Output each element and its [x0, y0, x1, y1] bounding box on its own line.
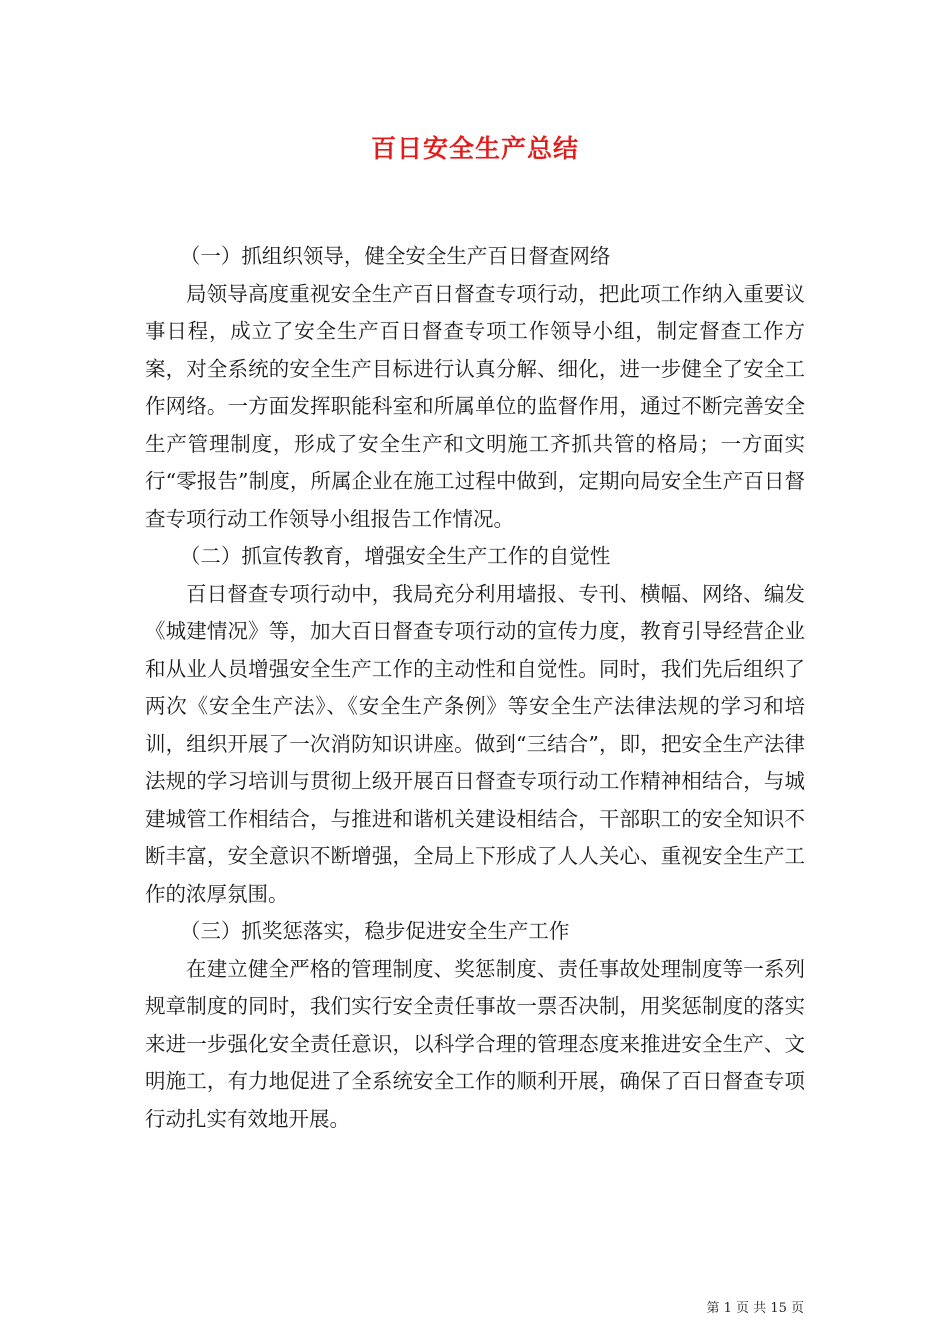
section-paragraph-3: 在建立健全严格的管理制度、奖惩制度、责任事故处理制度等一系列规章制度的同时，我们实行安全责任事故一票否决制，用奖惩制度的落实来进一步强化安全责任意识，以科学合理的管理态度来推进安全生产、文明施工，有力地促进了全系统安全工作的顺利开展，确保了百日督查专项行动扎实有效地开展。: [145, 956, 805, 1131]
section-heading-3: （三）抓奖惩落实，稳步促进安全生产工作: [179, 919, 570, 943]
section-heading-1: （一）抓组织领导，健全安全生产百日督查网络: [179, 244, 611, 268]
section-heading-2: （二）抓宣传教育，增强安全生产工作的自觉性: [179, 544, 611, 568]
document-body: [145, 238, 805, 1138]
page-number-footer: 第 1 页 共 15 页: [706, 1301, 804, 1316]
document-title: 百日安全生产总结: [370, 134, 579, 163]
section-paragraph-1: 局领导高度重视安全生产百日督查专项行动，把此项工作纳入重要议事日程，成立了安全生产百日督查专项工作领导小组，制定督查工作方案，对全系统的安全生产目标进行认真分解、细化，进一步健全了安全工作网络。一方面发挥职能科室和所属单位的监督作用，通过不断完善安全生产管理制度，形成了安全生产和文明施工齐抓共管的格局；一方面实行“零报告”制度，所属企业在施工过程中做到，定期向局安全生产百日督查专项行动工作领导小组报告工作情况。: [145, 281, 805, 531]
section-paragraph-2: 百日督查专项行动中，我局充分利用墙报、专刊、横幅、网络、编发《城建情况》等，加大百日督查专项行动的宣传力度，教育引导经营企业和从业人员增强安全生产工作的主动性和自觉性。同时，我们先后组织了两次《安全生产法》、《安全生产条例》等安全生产法律法规的学习和培训，组织开展了一次消防知识讲座。做到“三结合”，即，把安全生产法律法规的学习培训与贯彻上级开展百日督查专项行动工作精神相结合，与城建城管工作相结合，与推进和谐机关建设相结合，干部职工的安全知识不断丰富，安全意识不断增强，全局上下形成了人人关心、重视安全生产工作的浓厚氛围。: [145, 581, 805, 906]
